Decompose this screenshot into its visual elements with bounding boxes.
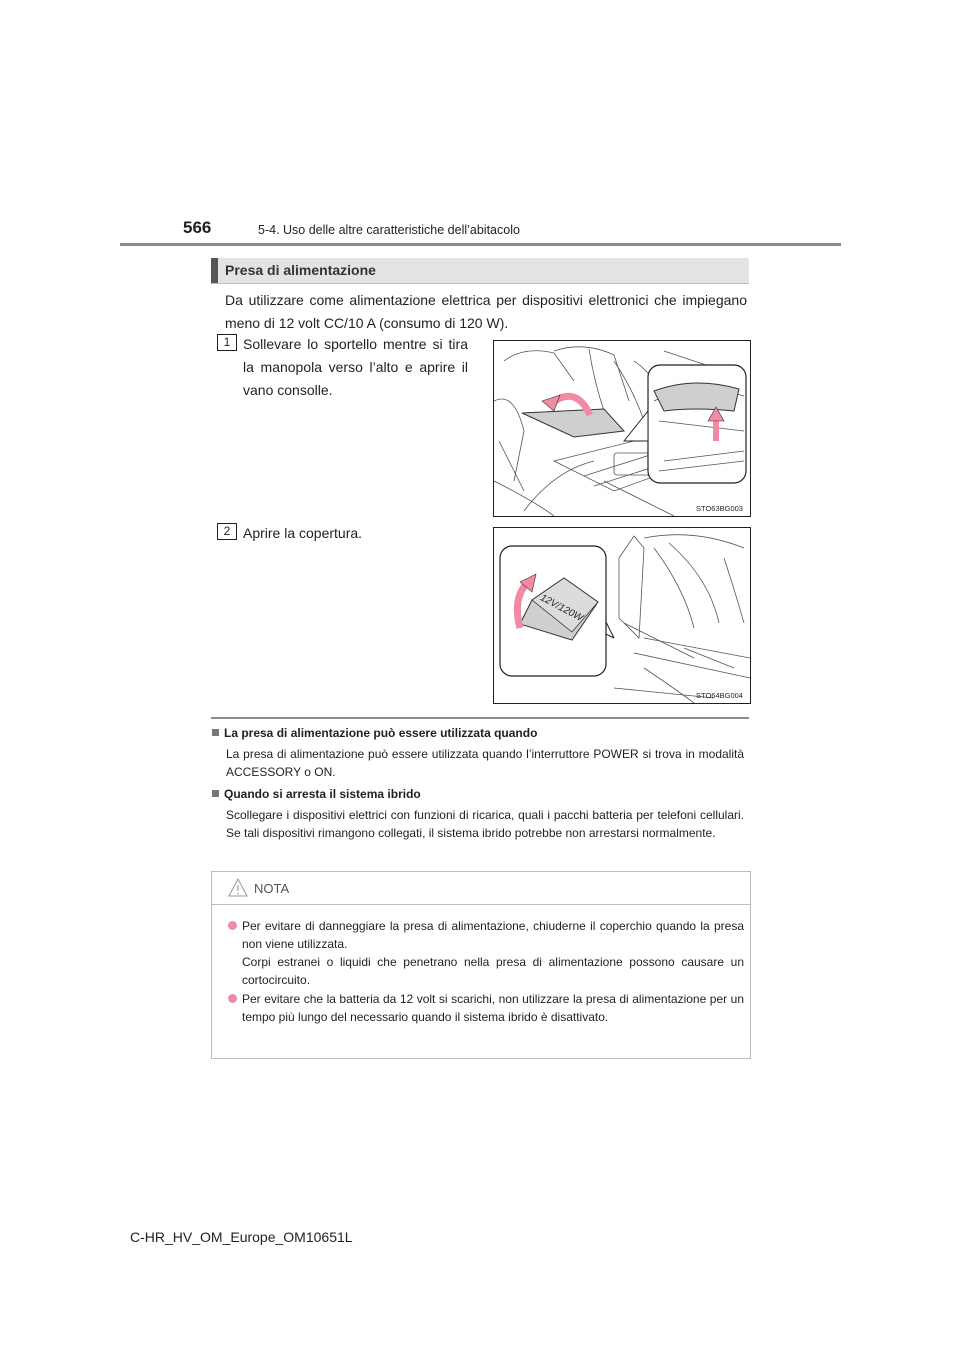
note-title-2-text: Quando si arresta il sistema ibrido xyxy=(224,787,421,801)
intro-text: Da utilizzare come alimentazione elettrica per dispositivi elettronici che impiegano meno di 12 volt CC/10 A (consumo di 120 W). xyxy=(225,292,747,331)
nota-title: NOTA xyxy=(254,881,290,896)
step-number-1: 1 xyxy=(217,334,237,351)
heading-title: Presa di alimentazione xyxy=(225,262,376,278)
bullet-dot-icon xyxy=(228,921,237,930)
step-text-2: Aprire la copertura. xyxy=(243,525,363,541)
header-rule xyxy=(120,243,841,246)
figure-console xyxy=(493,340,751,517)
note-title-1-text: La presa di alimentazione può essere utilizzata quando xyxy=(224,726,538,740)
figure-code-2: STO64BG004 xyxy=(696,691,743,700)
console-illustration xyxy=(494,341,750,516)
cover-label: 12V/120W xyxy=(538,592,585,625)
section-title: 5-4. Uso delle altre caratteristiche dell’abitacolo xyxy=(258,223,520,237)
page-number: 566 xyxy=(183,218,212,237)
bullet-dot-icon xyxy=(228,994,237,1003)
square-bullet-icon xyxy=(212,790,219,797)
note-title-1 xyxy=(212,726,537,740)
heading-marker xyxy=(211,258,218,283)
figure-code-1: STO63BG003 xyxy=(696,504,743,513)
footer-code: C-HR_HV_OM_Europe_OM10651L xyxy=(130,1229,353,1245)
note-title-2 xyxy=(212,787,421,801)
nota-item-1 xyxy=(228,917,744,989)
warning-icon xyxy=(228,878,248,897)
note-body-1: La presa di alimentazione può essere utilizzata quando l’interruttore POWER si trova in modalità ACCESSORY o ON. xyxy=(226,747,744,779)
square-bullet-icon xyxy=(212,729,219,736)
nota-header xyxy=(212,872,750,905)
nota-item-1-text-b: Corpi estranei o liquidi che penetrano nella presa di alimentazione possono causare un cortocircuito. xyxy=(242,955,744,987)
step-number-2: 2 xyxy=(217,523,237,540)
figure-cover xyxy=(493,527,751,704)
cover-illustration xyxy=(494,528,750,703)
nota-item-2-text: Per evitare che la batteria da 12 volt si scarichi, non utilizzare la presa di alimentazione per un tempo più lungo del necessario quando il sistema ibrido è disattivato. xyxy=(242,992,744,1024)
step-text-1: Sollevare lo sportello mentre si tira la manopola verso l’alto e aprire il vano consolle. xyxy=(243,336,468,398)
nota-item-2 xyxy=(228,990,744,1026)
heading-bar xyxy=(211,258,749,284)
nota-item-1-text-a: Per evitare di danneggiare la presa di alimentazione, chiuderne il coperchio quando la presa non viene utilizzata. xyxy=(242,919,744,951)
section-divider xyxy=(211,717,749,719)
note-body-2: Scollegare i dispositivi elettrici con funzioni di ricarica, quali i pacchi batteria per telefoni cellulari. Se tali dispositivi rimangono collegati, il sistema ibrido potrebbe non arrestarsi normalmente. xyxy=(226,808,744,840)
nota-box xyxy=(211,871,751,1059)
